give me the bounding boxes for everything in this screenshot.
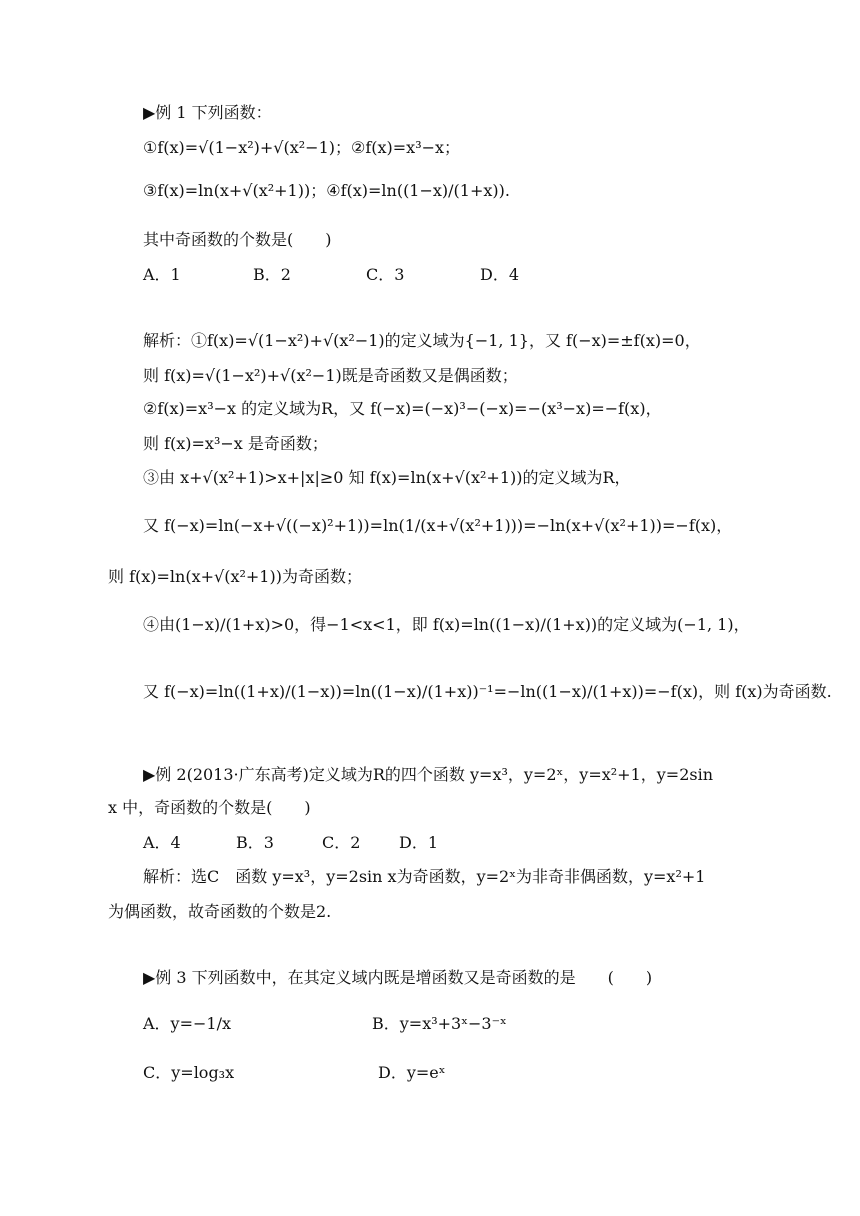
example-2-solution-line-1: 解析：选C 函数 y=x³，y=2sin x为奇函数，y=2ˣ为非奇非偶函数，y=x²+1: [143, 867, 706, 886]
solution-line: ④由(1−x)/(1+x)>0，得−1<x<1，即 f(x)=ln((1−x)/(1+x))的定义域为(−1, 1)，: [143, 615, 750, 634]
example-1-items-line-1: ①f(x)=√(1−x²)+√(x²−1)；②f(x)=x³−x；: [143, 138, 461, 157]
option-c: C．y=log₃x: [143, 1063, 235, 1082]
example-1-title: ▶例 1 下列函数：: [143, 103, 272, 122]
solution-line: 则 f(x)=x³−x 是奇函数；: [143, 434, 328, 453]
solution-line: 解析：①f(x)=√(1−x²)+√(x²−1)的定义域为{−1, 1}，又 f(−x)=±f(x)=0，: [143, 331, 701, 350]
example-1-question: 其中奇函数的个数是( ): [143, 230, 332, 249]
example-2-solution-line-2: 为偶函数，故奇函数的个数是2.: [108, 902, 332, 921]
option-c: C．2: [322, 833, 361, 852]
option-b: B．2: [253, 265, 291, 284]
option-b: B．3: [236, 833, 274, 852]
example-3-title: ▶例 3 下列函数中，在其定义域内既是增函数又是奇函数的是 ( ): [143, 968, 653, 987]
option-d: D．y=eˣ: [378, 1063, 446, 1082]
solution-line: ②f(x)=x³−x 的定义域为R，又 f(−x)=(−x)³−(−x)=−(x³−x)=−f(x)，: [143, 399, 662, 418]
option-b: B．y=x³+3ˣ−3⁻ˣ: [372, 1014, 507, 1033]
option-a: A．4: [143, 833, 181, 852]
option-a: A．1: [143, 265, 181, 284]
option-a: A．y=−1/x: [143, 1014, 232, 1033]
solution-line: 则 f(x)=√(1−x²)+√(x²−1)既是奇函数又是偶函数；: [143, 366, 518, 385]
example-2-title-line-1: ▶例 2(2013·广东高考)定义域为R的四个函数 y=x³，y=2ˣ，y=x²+1，y=2sin: [143, 765, 714, 784]
solution-line: 又 f(−x)=ln(−x+√((−x)²+1))=ln(1/(x+√(x²+1)))=−ln(x+√(x²+1))=−f(x)，: [143, 516, 733, 535]
solution-line: ③由 x+√(x²+1)>x+|x|≥0 知 f(x)=ln(x+√(x²+1))的定义域为R，: [143, 468, 631, 487]
solution-line: 又 f(−x)=ln((1+x)/(1−x))=ln((1−x)/(1+x))⁻¹=−ln((1−x)/(1+x))=−f(x)，则 f(x)为奇函数.: [143, 682, 832, 701]
option-d: D．1: [399, 833, 439, 852]
solution-line: 则 f(x)=ln(x+√(x²+1))为奇函数；: [108, 567, 362, 586]
option-c: C．3: [366, 265, 405, 284]
example-1-items-line-2: ③f(x)=ln(x+√(x²+1))；④f(x)=ln((1−x)/(1+x)).: [143, 181, 510, 200]
example-2-title-line-2: x 中，奇函数的个数是( ): [108, 798, 311, 817]
option-d: D．4: [480, 265, 520, 284]
